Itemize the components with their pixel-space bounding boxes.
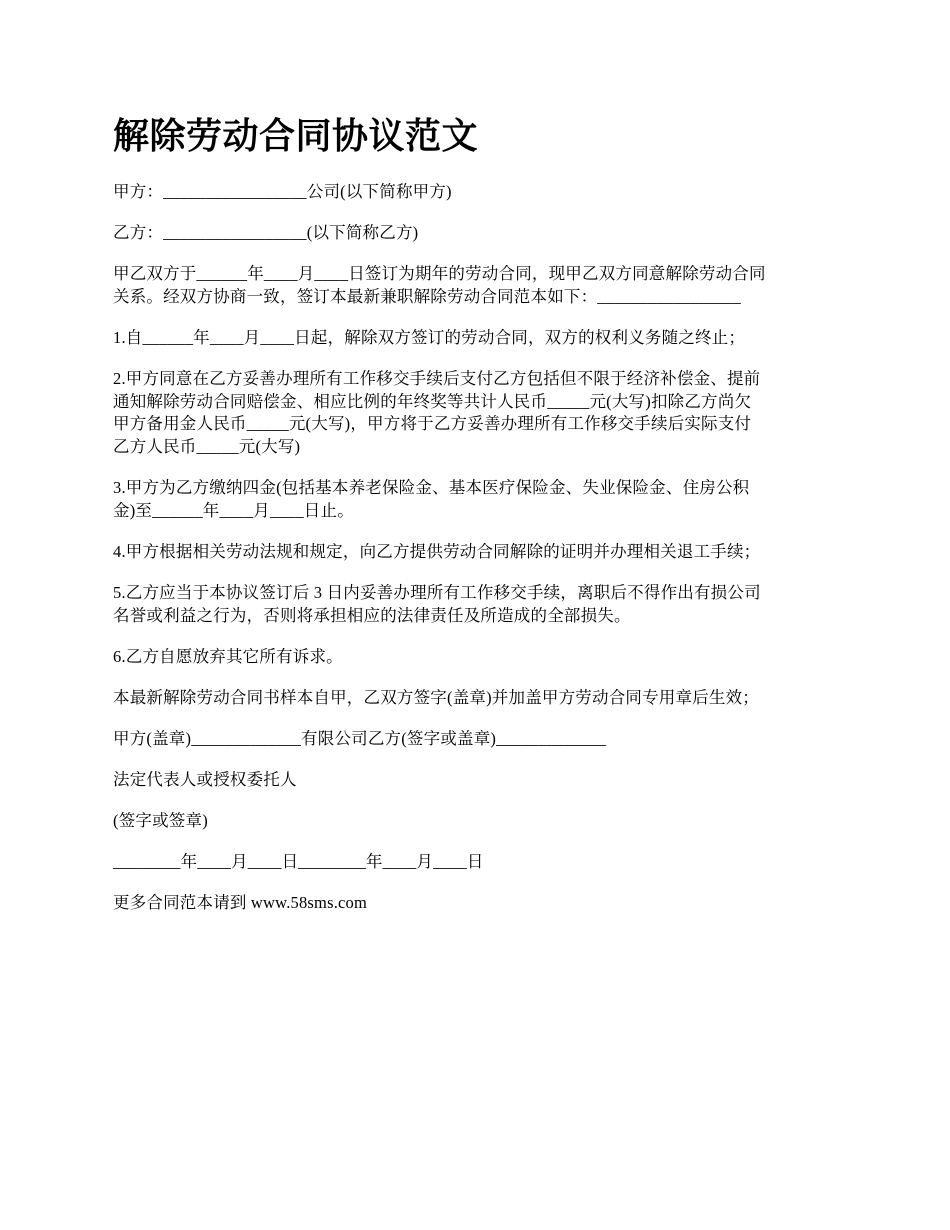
clause-2-line: 通知解除劳动合同赔偿金、相应比例的年终奖等共计人民币_____元(大写)扣除乙方尚欠 xyxy=(113,391,752,411)
effect-note: 本最新解除劳动合同书样本自甲，乙双方签字(盖章)并加盖甲方劳动合同专用章后生效； xyxy=(113,688,759,707)
party-a-line: 甲方：_________________公司(以下简称甲方) xyxy=(113,182,452,201)
clause-2 xyxy=(113,368,843,458)
clause-4: 4.甲方根据相关劳动法规和规定，向乙方提供劳动合同解除的证明并办理相关退工手续； xyxy=(113,542,761,561)
clause-5 xyxy=(113,582,843,627)
clause-3-line: 金)至______年____月____日止。 xyxy=(113,500,354,520)
clause-6: 6.乙方自愿放弃其它所有诉求。 xyxy=(113,647,343,666)
date-line: ________年____月____日________年____月____日 xyxy=(113,852,484,871)
clause-3 xyxy=(113,477,843,522)
intro-line: 甲乙双方于______年____月____日签订为期年的劳动合同，现甲乙双方同意解除劳动合同 xyxy=(113,264,766,283)
clause-5-line: 5.乙方应当于本协议签订后 3 日内妥善办理所有工作移交手续，离职后不得作出有损公司 xyxy=(113,583,761,602)
intro-paragraph xyxy=(113,263,843,308)
sign-or-seal: (签字或签章) xyxy=(113,811,208,830)
party-b-line: 乙方：_________________(以下简称乙方) xyxy=(113,223,419,242)
clause-1: 1.自______年____月____日起，解除双方签订的劳动合同，双方的权利义务随之终止； xyxy=(113,328,746,347)
clause-2-line: 乙方人民币_____元(大写) xyxy=(113,436,301,456)
document-title: 解除劳动合同协议范文 xyxy=(113,116,479,156)
signature-line: 甲方(盖章)_____________有限公司乙方(签字或盖章)_____________ xyxy=(113,729,606,748)
more-info-line: 更多合同范本请到 www.58sms.com xyxy=(113,893,368,912)
clause-5-line: 名誉或利益之行为，否则将承担相应的法律责任及所造成的全部损失。 xyxy=(113,605,631,625)
clause-3-line: 3.甲方为乙方缴纳四金(包括基本养老保险金、基本医疗保险金、失业保险金、住房公积 xyxy=(113,478,750,497)
clause-2-line: 甲方备用金人民币_____元(大写)，甲方将于乙方妥善办理所有工作移交手续后实际支付 xyxy=(113,414,752,433)
legal-representative: 法定代表人或授权委托人 xyxy=(113,770,297,789)
clause-2-line: 2.甲方同意在乙方妥善办理所有工作移交手续后支付乙方包括但不限于经济补偿金、提前 xyxy=(113,369,761,388)
intro-line: 关系。经双方协商一致，签订本最新兼职解除劳动合同范本如下：_________________ xyxy=(113,286,741,306)
